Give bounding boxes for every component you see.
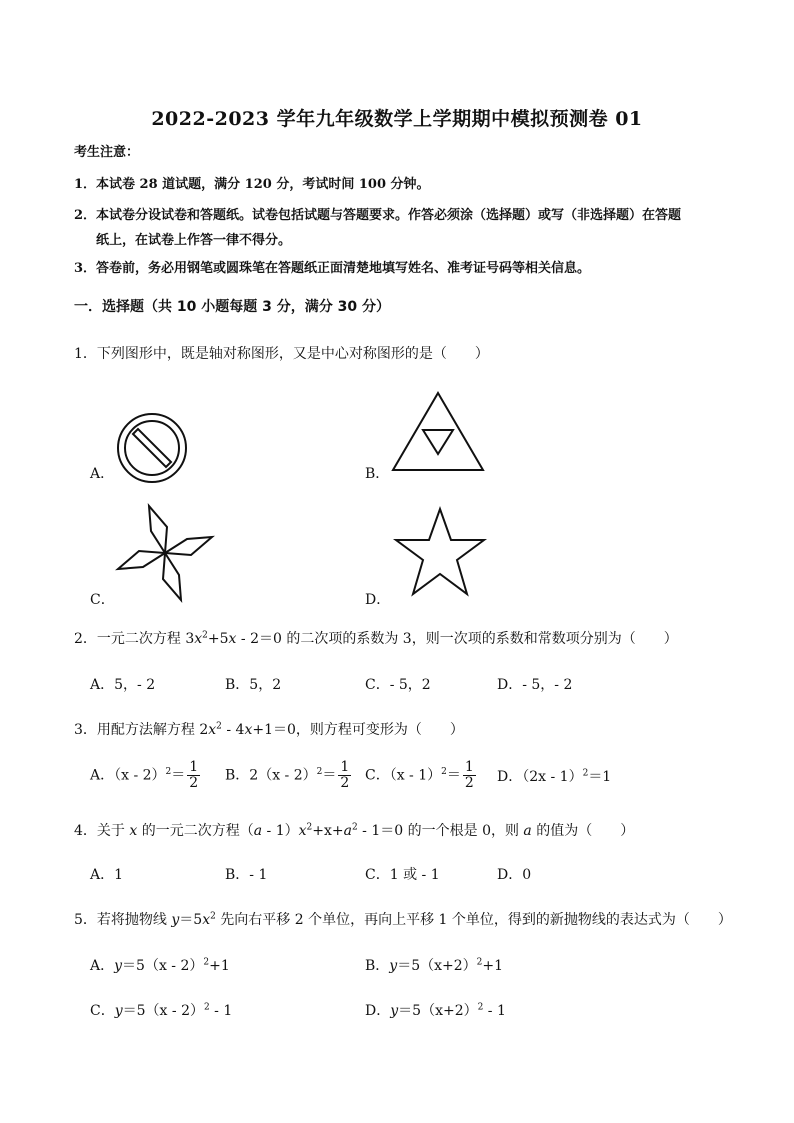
q1-option-a-label: A．: [90, 466, 115, 482]
question-2-stem: 2．一元二次方程 $3x^2+5x - 2=0$ 的二次项的系数为 3，则一次项的系数和常数项分别为（ ）: [74, 630, 678, 647]
q3-option-d: D．（2x - 1）$^2$＝1: [497, 768, 612, 785]
q5-option-d: D．$y=5(x+2)^2 - 1$: [365, 1002, 506, 1019]
fraction: $\frac{1}{2}$: [340, 759, 350, 791]
q2-option-d: D．- 5，- 2: [497, 677, 573, 693]
question-1-stem: 1．下列图形中，既是轴对称图形，又是中心对称图形的是（ ）: [74, 346, 489, 362]
notice-item-1: 1．本试卷 28 道试题，满分 120 分，考试时间 100 分钟。: [74, 177, 430, 192]
q3-option-c: C．（x - 1）$^2$＝ $\frac{1}{2}$: [365, 759, 474, 791]
question-4-stem: 4．关于 x 的一元二次方程$(a - 1)x^2+x+a^2 - 1=0$ 的一个根是 0，则 a 的值为（ ）: [74, 822, 635, 839]
q5-option-c: C．y＝5（x - 2）$^2$ - 1: [90, 1002, 233, 1019]
notice-item-2: 2．本试卷分设试卷和答题纸。试卷包括试题与答题要求。作答必须涂（选择题）或写（非选择题）在答题 纸上，在试卷上作答一律不得分。: [74, 208, 682, 248]
q1-option-c-label: C．: [90, 592, 115, 608]
q3-option-a: A．（x - 2）$^2$＝ $\frac{1}{2}$: [90, 759, 199, 791]
q2-option-a: A．5，- 2: [90, 677, 156, 693]
q4-option-d: D．0: [497, 867, 532, 883]
notice-item-3: 3．答卷前，务必用钢笔或圆珠笔在答题纸正面清楚地填写姓名、准考证号码等相关信息。: [74, 261, 591, 276]
star-icon: [392, 506, 488, 598]
question-5-stem: 5．若将抛物线 $y=5x^2$ 先向右平移 2 个单位，再向上平移 1 个单位，得到的新抛物线的表达式为（ ）: [74, 911, 732, 928]
fraction: $\frac{1}{2}$: [189, 759, 199, 791]
q4-option-b: B．- 1: [225, 867, 268, 883]
q2-option-b: B．5，2: [225, 677, 282, 693]
notice-heading: 考生注意：: [74, 145, 140, 160]
q5-option-b: B．$y=5(x+2)^2+1$: [365, 957, 504, 974]
question-3-stem: 3．用配方法解方程 $2x^2 - 4x+1=0$，则方程可变形为（ ）: [74, 721, 464, 738]
pinwheel-icon: [115, 503, 215, 603]
section-heading: 一．选择题（共 10 小题每题 3 分，满分 30 分）: [74, 299, 390, 315]
q4-option-a: A．1: [90, 867, 124, 883]
no-entry-icon: [114, 410, 190, 486]
q2-option-c: C．- 5，2: [365, 677, 431, 693]
q5-option-a: A．y＝5（x - 2）$^2$+1: [90, 957, 230, 974]
fraction: $\frac{1}{2}$: [464, 759, 474, 791]
triangle-in-triangle-icon: [390, 390, 486, 474]
page-title: 2022-2023 学年九年级数学上学期期中模拟预测卷 01: [151, 108, 643, 130]
q4-option-c: C．1 或 - 1: [365, 867, 440, 883]
q1-option-b-label: B．: [365, 466, 390, 482]
q3-option-b: B．2（x - 2）$^2$＝ $\frac{1}{2}$: [225, 759, 350, 791]
q1-option-d-label: D．: [365, 592, 391, 608]
